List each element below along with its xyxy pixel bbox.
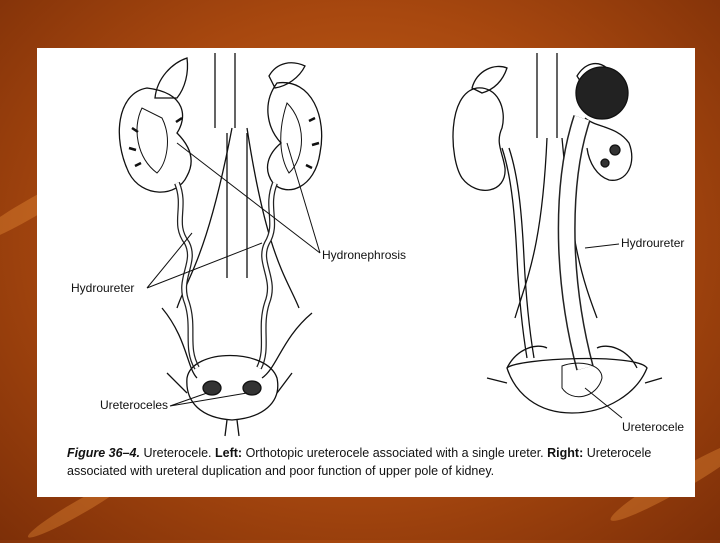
figure-panel	[37, 48, 695, 497]
urethra	[225, 420, 239, 436]
left-anatomy	[119, 53, 321, 436]
anatomy-illustration	[37, 48, 695, 438]
right-adrenal	[269, 63, 305, 88]
label-ureteroceles: Ureteroceles	[100, 398, 169, 412]
figure-caption	[67, 444, 687, 480]
right-kidney	[268, 83, 322, 190]
caption-left-text: Orthotopic ureterocele associated with a single ureter.	[245, 446, 544, 460]
right-fig-iliacs	[515, 138, 597, 318]
label-hydroureter-left: Hydroureter	[71, 281, 135, 295]
right-kidney-pelvis	[281, 103, 302, 173]
great-vessels	[215, 53, 235, 128]
right-fig-normal-ureter-wall	[509, 148, 534, 358]
pelvic-wall	[162, 308, 312, 378]
left-adrenal	[155, 58, 188, 98]
bladder-supports	[167, 373, 292, 393]
right-fig-vessels	[537, 53, 557, 138]
calyx-2	[601, 159, 609, 167]
right-fig-normal-kidney	[453, 88, 505, 190]
caption-right-text: Ureterocele associated with ureteral duplication and poor function of upper pole of kidney.	[67, 446, 652, 478]
lower-pole-kidney	[585, 118, 632, 180]
left-kidney	[119, 88, 191, 192]
label-hydroureter-right: Hydroureter	[621, 236, 685, 250]
iliac-vessels	[177, 128, 299, 308]
right-hydroureter-leader	[585, 244, 619, 248]
caption-right-label: Right:	[547, 446, 584, 460]
aorta	[227, 133, 247, 278]
ureterocele-left	[203, 381, 221, 395]
caption-figure-number: Figure 36–4.	[67, 446, 140, 460]
ureterocele-leader	[585, 388, 622, 418]
bladder	[187, 356, 278, 421]
caption-left-label: Left:	[215, 446, 243, 460]
right-fig-adrenal-left	[472, 66, 507, 93]
upper-pole-dilated	[576, 67, 628, 119]
label-hydronephrosis: Hydronephrosis	[322, 248, 407, 262]
caption-title: Ureterocele.	[143, 446, 212, 460]
calyx-1	[610, 145, 620, 155]
label-ureterocele: Ureterocele	[622, 420, 685, 434]
kidney-shading	[129, 118, 319, 168]
left-kidney-pelvis	[137, 108, 167, 173]
